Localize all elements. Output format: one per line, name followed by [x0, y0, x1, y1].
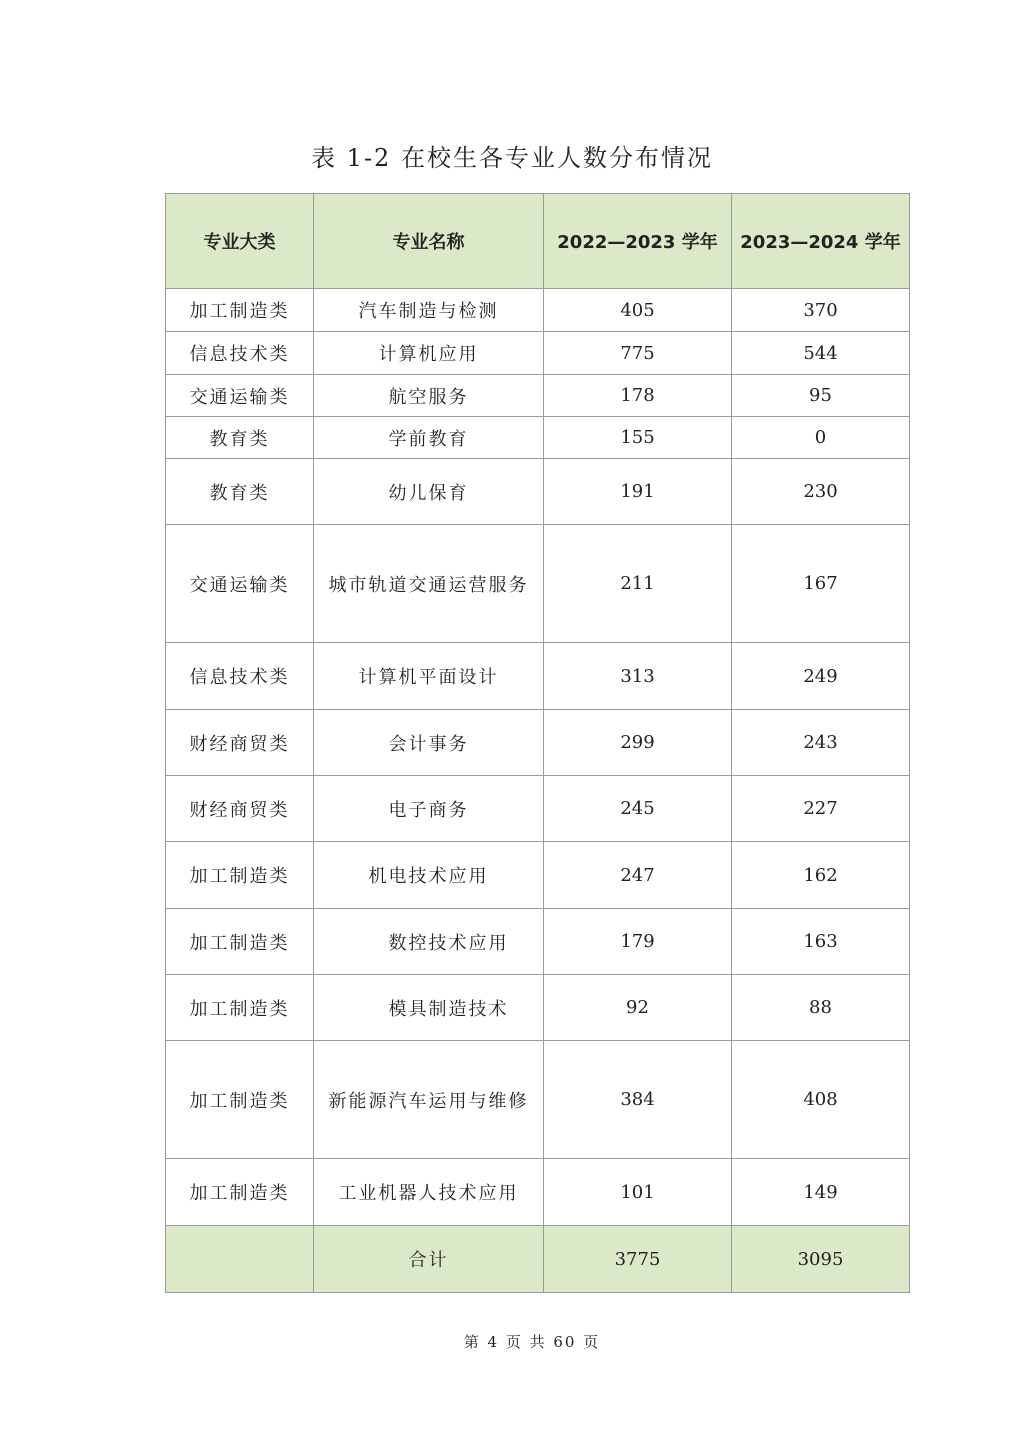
cell-year-2023: 0: [732, 417, 910, 459]
cell-major: 工业机器人技术应用: [314, 1159, 544, 1226]
cell-major: 城市轨道交通运营服务: [314, 525, 544, 643]
total-year-2022: 3775: [544, 1226, 732, 1293]
cell-major: 幼儿保育: [314, 459, 544, 525]
total-label: 合计: [314, 1226, 544, 1293]
cell-major: 会计事务: [314, 710, 544, 776]
cell-major: 学前教育: [314, 417, 544, 459]
cell-year-2022: 313: [544, 643, 732, 710]
cell-category: 加工制造类: [166, 842, 314, 909]
table-row: [166, 459, 910, 525]
table-row: [166, 710, 910, 776]
cell-category: 加工制造类: [166, 975, 314, 1041]
table-row: [166, 909, 910, 975]
cell-year-2023: 230: [732, 459, 910, 525]
cell-year-2022: 384: [544, 1041, 732, 1159]
total-category: [166, 1226, 314, 1293]
table-row: [166, 975, 910, 1041]
cell-category: 财经商贸类: [166, 710, 314, 776]
cell-major: 机电技术应用: [314, 842, 544, 909]
cell-year-2022: 92: [544, 975, 732, 1041]
header-category: 专业大类: [166, 194, 314, 289]
total-year-2023: 3095: [732, 1226, 910, 1293]
cell-major: 电子商务: [314, 776, 544, 842]
table-row: [166, 525, 910, 643]
cell-year-2023: 95: [732, 375, 910, 417]
cell-year-2022: 101: [544, 1159, 732, 1226]
cell-category: 加工制造类: [166, 1041, 314, 1159]
page-footer: 第 4 页 共 60 页: [463, 1333, 601, 1351]
table-row: [166, 1041, 910, 1159]
cell-year-2022: 179: [544, 909, 732, 975]
table-row: [166, 643, 910, 710]
cell-year-2022: 775: [544, 332, 732, 375]
cell-year-2022: 155: [544, 417, 732, 459]
cell-year-2022: 405: [544, 289, 732, 332]
cell-year-2022: 299: [544, 710, 732, 776]
cell-major: 计算机平面设计: [314, 643, 544, 710]
cell-major: 航空服务: [314, 375, 544, 417]
cell-category: 财经商贸类: [166, 776, 314, 842]
cell-category: 交通运输类: [166, 525, 314, 643]
cell-year-2023: 88: [732, 975, 910, 1041]
table-row: [166, 842, 910, 909]
cell-major: 模具制造技术: [314, 975, 544, 1041]
table-row: [166, 1159, 910, 1226]
cell-year-2023: 163: [732, 909, 910, 975]
cell-year-2022: 178: [544, 375, 732, 417]
cell-category: 教育类: [166, 459, 314, 525]
cell-major: 新能源汽车运用与维修: [314, 1041, 544, 1159]
cell-year-2023: 149: [732, 1159, 910, 1226]
cell-year-2023: 544: [732, 332, 910, 375]
table-row: [166, 332, 910, 375]
cell-year-2023: 249: [732, 643, 910, 710]
table-total-row: [166, 1226, 910, 1293]
cell-year-2022: 211: [544, 525, 732, 643]
cell-category: 信息技术类: [166, 332, 314, 375]
cell-year-2023: 243: [732, 710, 910, 776]
header-year-2022: 2022—2023 学年: [544, 194, 732, 289]
cell-category: 加工制造类: [166, 909, 314, 975]
table-row: [166, 375, 910, 417]
cell-year-2022: 245: [544, 776, 732, 842]
table-row: [166, 776, 910, 842]
cell-category: 加工制造类: [166, 1159, 314, 1226]
table-row: [166, 289, 910, 332]
cell-major: 汽车制造与检测: [314, 289, 544, 332]
cell-major: 计算机应用: [314, 332, 544, 375]
cell-category: 信息技术类: [166, 643, 314, 710]
cell-year-2023: 167: [732, 525, 910, 643]
cell-category: 交通运输类: [166, 375, 314, 417]
enrollment-table: [165, 193, 910, 1293]
cell-year-2022: 247: [544, 842, 732, 909]
table-title: 表 1-2 在校生各专业人数分布情况: [311, 144, 713, 172]
header-year-2023: 2023—2024 学年: [732, 194, 910, 289]
header-major: 专业名称: [314, 194, 544, 289]
cell-major: 数控技术应用: [314, 909, 544, 975]
table-header-row: [166, 194, 910, 289]
cell-category: 加工制造类: [166, 289, 314, 332]
cell-year-2023: 227: [732, 776, 910, 842]
cell-year-2023: 370: [732, 289, 910, 332]
table-row: [166, 417, 910, 459]
cell-category: 教育类: [166, 417, 314, 459]
cell-year-2023: 162: [732, 842, 910, 909]
cell-year-2022: 191: [544, 459, 732, 525]
cell-year-2023: 408: [732, 1041, 910, 1159]
